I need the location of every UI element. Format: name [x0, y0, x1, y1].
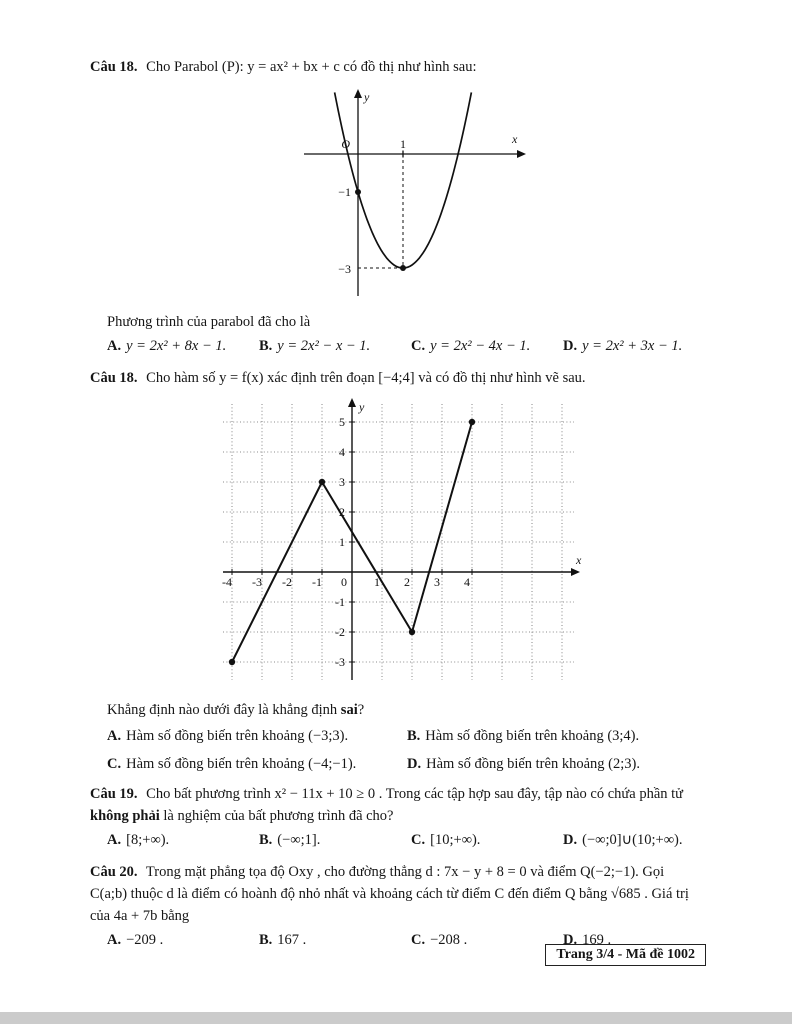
- answer-label: B.: [259, 832, 273, 848]
- answer-label: C.: [107, 756, 122, 772]
- answer-20-B: [259, 929, 411, 951]
- question-18a-text: Cho Parabol (P): y = ax² + bx + c có đồ thị như hình sau:: [146, 59, 477, 75]
- question-19: [90, 783, 704, 827]
- y-tick-label: 5: [339, 415, 345, 429]
- fx-point: [229, 659, 235, 665]
- fx-point: [319, 479, 325, 485]
- x-axis-label: x: [512, 132, 518, 146]
- vertex-point: [400, 265, 406, 271]
- answer-20-C: [411, 929, 563, 951]
- y-tick-label: 2: [339, 505, 345, 519]
- x-axis-arrow: [517, 150, 526, 158]
- y-tick-label: -3: [335, 655, 345, 669]
- fx-point: [469, 419, 475, 425]
- answer-text: Hàm số đồng biến trên khoảng (−3;3).: [126, 728, 349, 744]
- x-axis-label: x: [576, 553, 582, 567]
- answer-text: y = 2x² − 4x − 1.: [430, 338, 531, 354]
- x-axis-arrow: [571, 568, 580, 576]
- answer-20-A: [107, 929, 259, 951]
- answer-text: y = 2x² + 8x − 1.: [126, 338, 227, 354]
- answer-label: B.: [407, 728, 421, 744]
- answer-19-D: [563, 829, 683, 851]
- answer-label: B.: [259, 338, 273, 354]
- question-18a-label: Câu 18.: [90, 59, 138, 75]
- question-18a: [90, 56, 704, 78]
- answer-18b-B: [407, 725, 704, 747]
- answer-text: [8;+∞).: [126, 832, 170, 848]
- answer-text: Hàm số đồng biến trên khoảng (3;4).: [425, 728, 640, 744]
- answer-18b-A: [107, 725, 407, 747]
- answer-text: −208 .: [430, 932, 468, 948]
- answer-label: A.: [107, 832, 122, 848]
- answer-label: B.: [259, 932, 273, 948]
- answer-label: A.: [107, 932, 122, 948]
- fx-point: [409, 629, 415, 635]
- question-19-text: Cho bất phương trình x² − 11x + 10 ≥ 0 . Trong các tập hợp sau đây, tập nào có chứa phần tử: [146, 786, 684, 802]
- answer-18a-D: [563, 335, 682, 357]
- y-tick-label-minus3: −3: [338, 262, 351, 276]
- answer-text: 169 .: [582, 932, 612, 948]
- answer-18a-B: [259, 335, 411, 357]
- x-tick-label: 0: [341, 575, 347, 589]
- answer-18a-A: [107, 335, 259, 357]
- y-tick-label: 4: [339, 445, 345, 459]
- question-20-label: Câu 20.: [90, 864, 138, 880]
- answer-label: C.: [411, 832, 426, 848]
- answer-label: D.: [563, 832, 578, 848]
- y-tick-label: 1: [339, 535, 345, 549]
- page-footer: Trang 3/4 - Mã đề 1002: [545, 944, 706, 966]
- answer-19-B: [259, 829, 411, 851]
- x-tick-label-1: 1: [400, 137, 406, 151]
- question-18b-prompt: [90, 699, 704, 721]
- question-18b: [90, 367, 704, 389]
- y-intercept-point: [355, 189, 361, 195]
- answer-label: C.: [411, 338, 426, 354]
- prompt-text: Khẳng định nào dưới đây là khẳng định: [107, 702, 341, 718]
- question-20-text: Trong mặt phẳng tọa độ Oxy , cho đường thẳng d : 7x − y + 8 = 0 và điểm Q(−2;−1). Gọi C(a;b) thuộc d là điểm có hoành độ nhỏ nhất và khoảng cách từ điểm C đến điểm Q bằng √685 . Giá trị của 4a + 7b bằng: [90, 864, 689, 924]
- question-19-bold: không phải: [90, 808, 160, 824]
- x-tick-label: -2: [282, 575, 292, 589]
- y-tick-label-minus1: −1: [338, 185, 351, 199]
- y-axis-arrow: [348, 398, 356, 407]
- answer-text: −209 .: [126, 932, 164, 948]
- question-19-label: Câu 19.: [90, 786, 138, 802]
- x-tick-label: 1: [374, 575, 380, 589]
- answer-label: D.: [563, 932, 578, 948]
- x-tick-label: 3: [434, 575, 440, 589]
- question-18b-label: Câu 18.: [90, 370, 138, 386]
- answer-label: D.: [563, 338, 578, 354]
- origin-label: O: [341, 137, 350, 151]
- y-tick-label: -1: [335, 595, 345, 609]
- answer-text: Hàm số đồng biến trên khoảng (2;3).: [426, 756, 640, 772]
- answer-label: C.: [411, 932, 426, 948]
- y-tick-label: -2: [335, 625, 345, 639]
- prompt-bold: sai: [340, 702, 358, 718]
- x-tick-label: 4: [464, 575, 470, 589]
- y-axis-label: y: [359, 400, 365, 414]
- answer-text: Hàm số đồng biến trên khoảng (−4;−1).: [126, 756, 357, 772]
- answer-19-C: [411, 829, 563, 851]
- answer-text: [10;+∞).: [430, 832, 481, 848]
- question-18a-prompt: Phương trình của parabol đã cho là: [107, 314, 311, 330]
- answer-label: A.: [107, 338, 122, 354]
- answer-18a-C: [411, 335, 563, 357]
- x-tick-label: -1: [312, 575, 322, 589]
- y-axis-label: y: [364, 90, 370, 104]
- answer-text: (−∞;0]∪(10;+∞).: [582, 832, 683, 848]
- answers-18b: [90, 725, 704, 775]
- answer-19-A: [107, 829, 259, 851]
- answers-19: [90, 829, 704, 851]
- x-tick-label: 2: [404, 575, 410, 589]
- answer-18b-C: [107, 753, 407, 775]
- answers-18a: [90, 335, 704, 357]
- question-18b-text: Cho hàm số y = f(x) xác định trên đoạn [−4;4] và có đồ thị như hình vẽ sau.: [146, 370, 586, 386]
- answer-18b-D: [407, 753, 704, 775]
- x-tick-label: -4: [222, 575, 232, 589]
- answer-label: A.: [107, 728, 122, 744]
- prompt-text: ?: [357, 702, 365, 718]
- answer-text: 167 .: [277, 932, 307, 948]
- answer-text: y = 2x² − x − 1.: [277, 338, 371, 354]
- question-20: [90, 861, 704, 927]
- parabola-graph: [298, 84, 533, 299]
- fx-graph: [222, 397, 584, 689]
- y-axis-arrow: [354, 89, 362, 98]
- question-19-text: là nghiệm của bất phương trình đã cho?: [159, 808, 394, 824]
- answer-text: (−∞;1].: [277, 832, 321, 848]
- x-tick-label: -3: [252, 575, 262, 589]
- scan-edge: [0, 1012, 792, 1024]
- answer-label: D.: [407, 756, 422, 772]
- answer-text: y = 2x² + 3x − 1.: [582, 338, 683, 354]
- y-tick-label: 3: [339, 475, 345, 489]
